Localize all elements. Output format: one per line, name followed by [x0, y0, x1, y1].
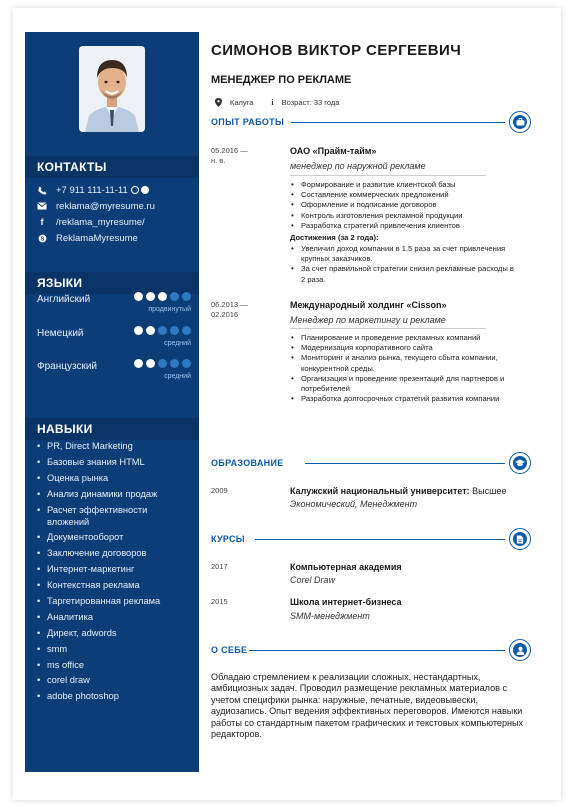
profile-photo [79, 46, 145, 132]
city: Калуга [230, 98, 254, 107]
education-divider [305, 463, 505, 464]
skill-item [37, 440, 187, 452]
job-1-company: ОАО «Прайм-тайм» [290, 146, 377, 156]
courses-badge [509, 528, 531, 550]
phone-number[interactable]: +7 911 111-11-11 [56, 184, 128, 196]
about-badge [509, 639, 531, 661]
courses-title: КУРСЫ [211, 534, 245, 544]
skill-item [37, 579, 187, 591]
job-1-achievements-title: Достижения (за 2 года): [290, 233, 379, 242]
about-title: О СЕБЕ [211, 645, 248, 655]
language-rating [134, 292, 191, 301]
skill-label: Документооборот [47, 532, 124, 543]
courses-divider [255, 539, 505, 540]
job-1-date-end: н. в. [211, 156, 226, 165]
bullet-icon: • [37, 675, 41, 686]
education-entry [290, 486, 506, 496]
skill-label: Таргетированная реклама [47, 596, 161, 607]
rating-dot [158, 326, 167, 335]
bullet-icon: • [37, 691, 41, 702]
course-2-year: 2015 [211, 597, 228, 606]
rating-dot [146, 326, 155, 335]
job-1-achievements [290, 244, 515, 285]
language-rating [134, 326, 191, 335]
rating-dot [134, 326, 143, 335]
about-divider [249, 650, 505, 651]
personal-meta [215, 98, 339, 107]
skill-label: Оценка рынка [47, 472, 109, 483]
duty-item: • Планирование и проведение рекламных компаний [290, 333, 515, 343]
skill-label: Аналитика [47, 611, 94, 622]
experience-title: ОПЫТ РАБОТЫ [211, 117, 285, 127]
duty-item: • Организация и проведение презентаций для партнеров и потребителей [290, 374, 515, 394]
job-2-company: Международный холдинг «Cisson» [290, 300, 447, 310]
experience-divider [291, 122, 505, 123]
about-text: Обладаю стремлением к реализации сложных, нестандартных, амбициозных задач. Проводил размещение рекламных материалов с учетом специфики рынка: наружные, печатные, видеовывески, аудиозапись. Опыт ведения эффективных переговоров. Имеются навыки работы со стандартным пакетом графических и текстовых компьютерных редакторов. [211, 672, 524, 740]
duty-item: • Разработка долгосрочных стратегий развития компании [290, 394, 515, 404]
rating-dot [134, 359, 143, 368]
skill-item [37, 674, 187, 686]
duty-item: • Составление коммерческих предложений [290, 190, 535, 200]
skill-item [37, 504, 187, 528]
skill-label: Директ, adwords [47, 627, 117, 638]
language-name: Французский [37, 361, 97, 372]
languages-header: ЯЗЫКИ [25, 272, 199, 294]
facebook-icon: f [40, 217, 44, 227]
svg-text:S: S [40, 236, 44, 243]
bullet-icon: • [37, 441, 41, 451]
language-rating [134, 359, 191, 368]
skill-label: Расчет эффективности вложений [47, 504, 148, 527]
language-name: Немецкий [37, 328, 84, 339]
job-2-date-end: 02.2016 [211, 310, 239, 319]
desired-position: МЕНЕДЖЕР ПО РЕКЛАМЕ [211, 74, 352, 86]
avatar [79, 46, 145, 132]
skill-label: Анализ динамики продаж [47, 488, 158, 499]
skill-item [37, 627, 187, 639]
rating-dot [170, 326, 179, 335]
bullet-icon: • [37, 627, 41, 638]
job-1-role: менеджер по наружной рекламе [290, 161, 426, 171]
job-1-date-start: 05.2016 — [211, 146, 248, 155]
bullet-icon: • [37, 548, 41, 559]
skill-label: PR, Direct Marketing [47, 441, 133, 451]
phone-icon [37, 185, 47, 195]
duty-item: • Оформление и подписание договоров [290, 200, 535, 210]
bullet-icon: • [37, 611, 41, 622]
resume-page [13, 8, 561, 800]
education-badge [509, 452, 531, 474]
experience-badge [509, 111, 531, 133]
language-name: Английский [37, 294, 91, 305]
course-2-name [290, 597, 402, 607]
info-icon: i [271, 98, 274, 107]
job-2-date-start: 06.2013 — [211, 300, 248, 309]
rating-dot [158, 292, 167, 301]
bullet-icon: • [37, 504, 41, 515]
skill-item [37, 595, 187, 607]
rating-dot [170, 359, 179, 368]
skill-item [37, 547, 187, 559]
education-year: 2009 [211, 486, 228, 495]
skill-label: Интернет-маркетинг [47, 564, 135, 575]
skype-login[interactable]: ReklamaMyresume [56, 232, 138, 244]
skill-label: adobe photoshop [47, 691, 119, 702]
duty-item: • Мониторинг и анализ рынка, текущего сбыта компании, конкурентной среды. [290, 353, 515, 373]
course-1-title: Компьютерная академия [290, 562, 402, 572]
age: Возраст: 33 года [281, 98, 340, 107]
candidate-name: СИМОНОВ ВИКТОР СЕРГЕЕВИЧ [211, 42, 462, 59]
skill-item [37, 456, 187, 468]
skill-label: ms office [47, 659, 85, 670]
rating-dot [170, 292, 179, 301]
contact-email [37, 198, 155, 214]
bullet-icon: • [37, 456, 41, 467]
skills-header: НАВЫКИ [25, 418, 199, 440]
course-2-title: Школа интернет-бизнеса [290, 597, 402, 607]
skill-item [37, 659, 187, 671]
duty-item: • Контроль изготовления рекламной продукции [290, 211, 535, 221]
duty-item: • Модернизация корпоративного сайта [290, 343, 515, 353]
bullet-icon: • [37, 472, 41, 483]
language-row [37, 322, 191, 356]
bullet-icon: • [37, 580, 41, 591]
rating-dot [182, 326, 191, 335]
graduation-cap-icon [515, 459, 525, 467]
skill-item [37, 531, 187, 543]
contacts-list [37, 182, 155, 246]
sidebar [25, 32, 199, 772]
language-level: продвинутый [148, 306, 191, 313]
job-2-date [211, 300, 248, 320]
whatsapp-icon [131, 186, 139, 194]
skill-label: Контекстная реклама [47, 580, 140, 591]
location-pin-icon [215, 98, 222, 107]
skill-label: Базовые знания HTML [47, 456, 145, 467]
education-institution: Калужский национальный университет: [290, 486, 470, 496]
job-1-date [211, 146, 248, 166]
contacts-header: КОНТАКТЫ [25, 156, 199, 178]
skill-item [37, 643, 187, 655]
skill-item [37, 472, 187, 484]
course-1-name [290, 562, 402, 572]
job-2-role: Менеджер по маркетингу и рекламе [290, 315, 446, 325]
skype-icon [37, 233, 47, 243]
document-icon [516, 535, 524, 544]
education-degree: Высшее [469, 486, 507, 496]
achievement-item: • Увеличил доход компании в 1.5 раза за счет привлечения крупных заказчиков. [290, 244, 515, 264]
bullet-icon: • [37, 596, 41, 607]
contact-skype [37, 230, 155, 246]
telegram-icon [141, 186, 149, 194]
email-icon [37, 201, 47, 211]
skills-list [37, 440, 187, 706]
facebook-link[interactable]: /reklama_myresume/ [56, 216, 145, 228]
skill-item [37, 611, 187, 623]
education-field: Экономический, Менеджмент [290, 499, 418, 509]
rating-dot [146, 292, 155, 301]
bullet-icon: • [37, 659, 41, 670]
user-icon [516, 646, 525, 655]
duty-item: • Формирование и развитие клиентской базы [290, 180, 535, 190]
skill-item [37, 563, 187, 575]
rating-dot [182, 359, 191, 368]
skill-label: smm [47, 643, 68, 654]
rating-dot [158, 359, 167, 368]
skill-label: Заключение договоров [47, 548, 147, 559]
language-row [37, 288, 191, 322]
rating-dot [182, 292, 191, 301]
job-1-separator [290, 175, 486, 176]
education-title: ОБРАЗОВАНИЕ [211, 458, 284, 468]
language-level: средний [164, 340, 191, 347]
job-1-duties [290, 180, 535, 231]
job-2-duties [290, 333, 515, 404]
contact-phone [37, 182, 155, 198]
rating-dot [134, 292, 143, 301]
achievement-item: • За счет правильной стратегии снизил рекламные расходы в 2 раза. [290, 264, 515, 284]
bullet-icon: • [37, 564, 41, 575]
skill-item [37, 690, 187, 702]
course-1-year: 2017 [211, 562, 228, 571]
email-address[interactable]: reklama@myresume.ru [56, 200, 155, 212]
job-2-separator [290, 328, 486, 329]
rating-dot [146, 359, 155, 368]
language-row [37, 355, 191, 389]
bullet-icon: • [37, 532, 41, 543]
bullet-icon: • [37, 488, 41, 499]
bullet-icon: • [37, 643, 41, 654]
skill-item [37, 488, 187, 500]
contact-facebook [37, 214, 155, 230]
course-1-topic: Corel Draw [290, 575, 336, 585]
skill-label: corel draw [47, 675, 90, 686]
language-level: средний [164, 373, 191, 380]
course-2-topic: SMM-менеджмент [290, 611, 370, 621]
briefcase-icon [516, 118, 525, 126]
duty-item: • Разработка стратегий привлечения клиентов [290, 221, 535, 231]
